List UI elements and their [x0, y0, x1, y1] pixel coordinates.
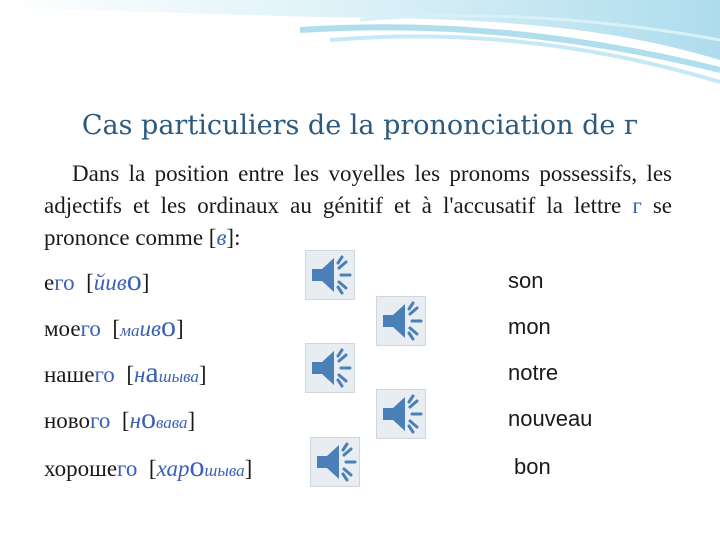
transcription: [новава] [121, 402, 196, 435]
explanation-paragraph [44, 158, 672, 254]
meaning: notre [508, 360, 559, 385]
meaning: mon [508, 314, 551, 339]
transcription: [йиво] [86, 264, 150, 297]
meaning: nouveau [508, 406, 593, 431]
word-row [44, 264, 149, 298]
paragraph-line-3-pre: l'accusatif la lettre [442, 193, 633, 218]
speaker-icon[interactable] [305, 250, 355, 300]
transcription: [маиво] [112, 310, 184, 343]
transcription: [харошыва] [148, 450, 253, 483]
meaning: bon [514, 454, 551, 479]
word-row [44, 450, 252, 484]
speaker-icon[interactable] [376, 296, 426, 346]
word: нашего [44, 362, 115, 387]
word-row [44, 402, 195, 436]
speaker-icon[interactable] [310, 437, 360, 487]
slide-title: Cas particuliers de la prononciation de г [81, 110, 639, 141]
paragraph-line-3-mid: se prononce comme [ [44, 193, 673, 250]
word-row [44, 310, 184, 344]
paragraph-line-2: possessifs, les adjectifs et les ordinaux au génitif et à [44, 161, 673, 218]
word: хорошего [44, 456, 138, 481]
word: его [44, 270, 75, 295]
paragraph-line-1: Dans la position entre les voyelles les pronoms [72, 161, 530, 186]
transcription: [нашыва] [126, 356, 207, 389]
speaker-icon[interactable] [376, 389, 426, 439]
word: моего [44, 316, 101, 341]
paragraph-line-3-post: ]: [226, 225, 241, 250]
word-row [44, 356, 207, 390]
letter-g: г [632, 193, 642, 218]
letter-v: в [216, 225, 227, 250]
speaker-icon[interactable] [305, 343, 355, 393]
word: нового [44, 408, 111, 433]
meaning: son [508, 268, 544, 293]
decorative-wave [0, 0, 720, 110]
